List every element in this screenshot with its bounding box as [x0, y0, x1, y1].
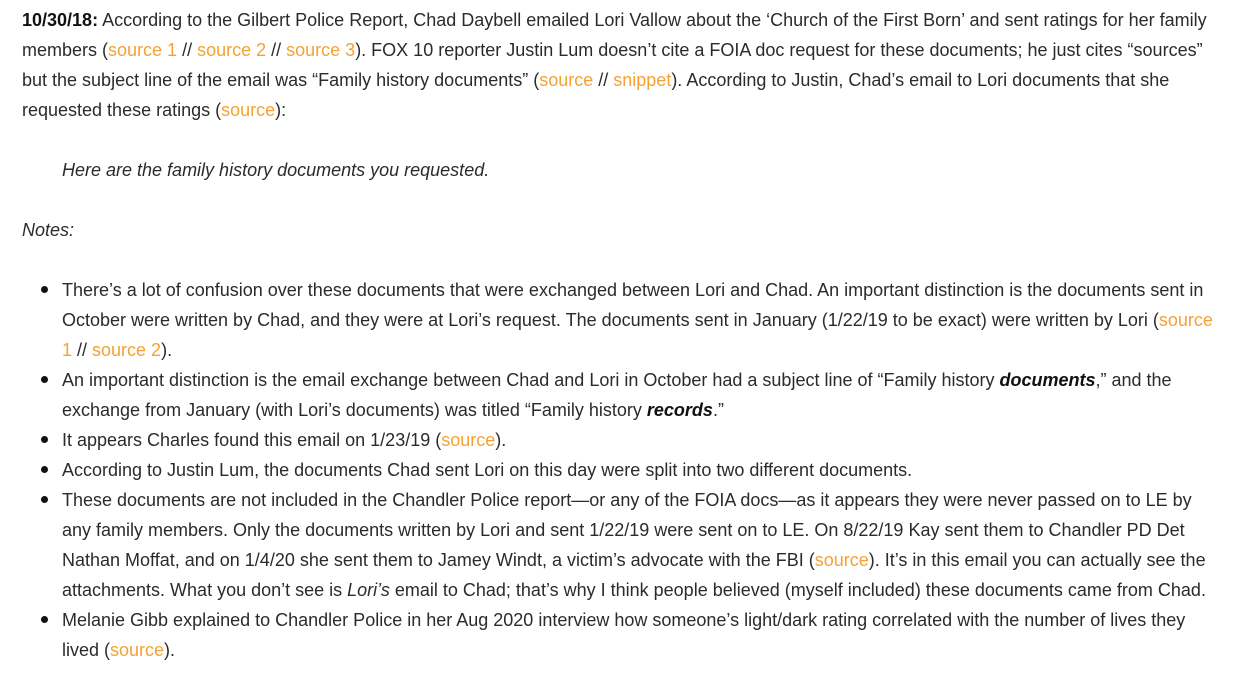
list-item	[62, 455, 1221, 485]
intro-paragraph	[22, 5, 1221, 125]
note-text: ).	[161, 340, 173, 360]
note-text: It appears Charles found this email on 1/23/19 (	[62, 430, 442, 450]
emphasis-loris: Lori’s	[347, 580, 390, 600]
separator: //	[266, 40, 287, 60]
entry-date: 10/30/18:	[22, 10, 99, 30]
note-text: email to Chad; that’s why I think people believed (myself included) these documents came from Chad.	[389, 580, 1206, 600]
emphasis-documents: documents	[999, 370, 1096, 390]
note-text: ). It’s in this email you can actually see the attachments. What you don’t see is	[62, 550, 1206, 600]
source-link-5[interactable]: source	[221, 100, 276, 120]
source-link-1[interactable]: source 1	[108, 40, 178, 60]
note-text: Melanie Gibb explained to Chandler Police in her Aug 2020 interview how someone’s light/dark rating correlated with the number of lives they lived (	[62, 610, 1186, 660]
list-item	[62, 365, 1221, 425]
list-item	[62, 485, 1221, 605]
separator: //	[72, 340, 93, 360]
snippet-link[interactable]: snippet	[613, 70, 672, 90]
separator: //	[177, 40, 198, 60]
separator: //	[593, 70, 614, 90]
source-link-2[interactable]: source 2	[197, 40, 267, 60]
list-item	[62, 605, 1221, 665]
note-text: These documents are not included in the Chandler Police report—or any of the FOIA docs—as it appears they were never passed on to LE by any family members. Only the documents written by Lori and sent 1/22/19 were sent on to LE. On 8/22/19 Kay sent them to Chandler PD Det Nathan Moffat, and on 1/4/20 she sent them to Jamey Windt, a victim’s advocate with the FBI (	[62, 490, 1192, 570]
list-item	[62, 275, 1221, 365]
source-link[interactable]: source	[814, 550, 869, 570]
intro-text-1: According to the Gilbert Police Report, Chad Daybell emailed Lori Vallow about the ‘Church of the First Born’ and sent ratings for her family members (	[22, 10, 1207, 60]
notes-list	[22, 275, 1221, 665]
intro-text-4: ):	[275, 100, 287, 120]
source-link[interactable]: source 2	[92, 340, 162, 360]
notes-label: Notes:	[22, 220, 75, 240]
source-link[interactable]: source 1	[62, 310, 1213, 360]
note-text: ).	[495, 430, 507, 450]
note-text: .”	[712, 400, 724, 420]
source-link-4[interactable]: source	[539, 70, 594, 90]
source-link[interactable]: source	[441, 430, 496, 450]
source-link[interactable]: source	[110, 640, 165, 660]
note-text: ,” and the exchange from January (with Lori’s documents) was titled “Family history	[62, 370, 1172, 420]
intro-text-2: ). FOX 10 reporter Justin Lum doesn’t cite a FOIA doc request for these documents; he just cites “sources” but the subject line of the email was “Family history documents” (	[22, 40, 1203, 90]
note-text: An important distinction is the email exchange between Chad and Lori in October had a subject line of “Family history	[62, 370, 1000, 390]
intro-text-3: ). According to Justin, Chad’s email to Lori documents that she requested these ratings (	[22, 70, 1170, 120]
note-text: According to Justin Lum, the documents Chad sent Lori on this day were split into two different documents.	[62, 460, 913, 480]
note-text: There’s a lot of confusion over these documents that were exchanged between Lori and Chad. An important distinction is the documents sent in October were written by Chad, and they were at Lori’s request. The documents sent in January (1/22/19 to be exact) were written by Lori (	[62, 280, 1204, 330]
source-link-3[interactable]: source 3	[286, 40, 356, 60]
list-item	[62, 425, 1221, 455]
emphasis-records: records	[646, 400, 713, 420]
note-text: ).	[164, 640, 176, 660]
email-quote: Here are the family history documents you requested.	[62, 160, 490, 180]
